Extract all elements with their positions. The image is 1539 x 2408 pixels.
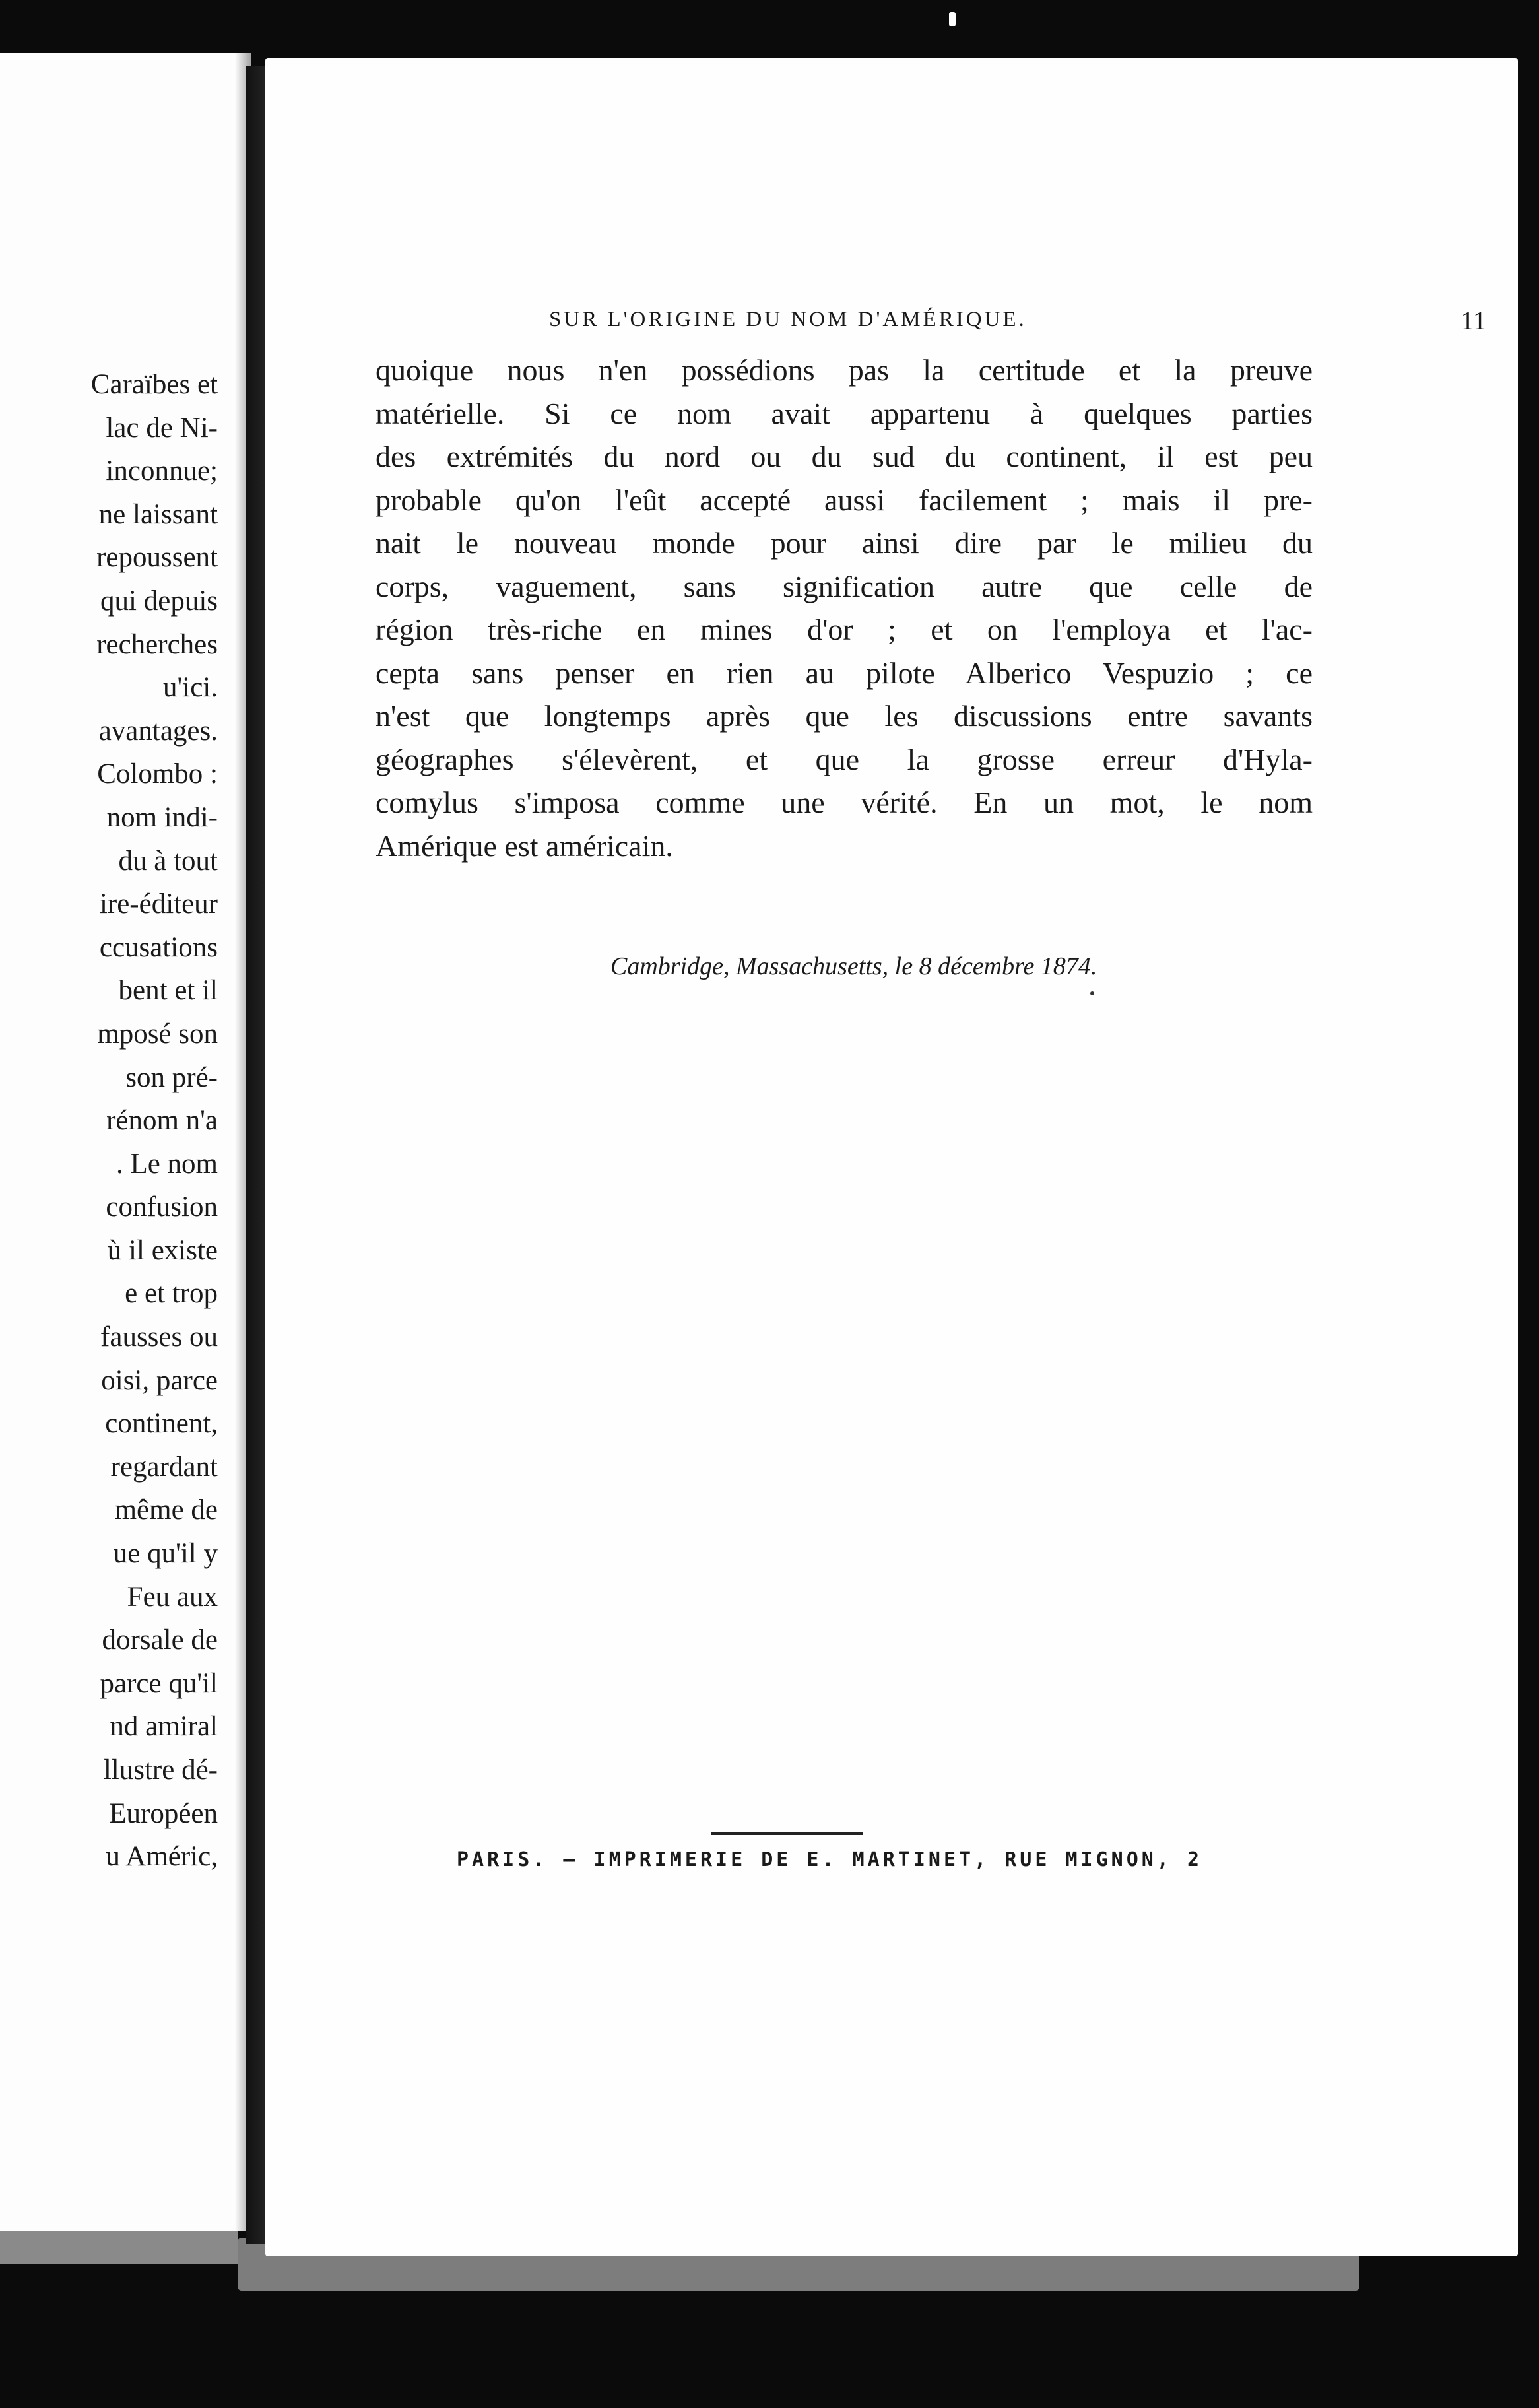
text-line: mposé son <box>97 1018 218 1050</box>
text-line: Caraïbes et <box>90 369 218 400</box>
text-line: corps, vaguement, sans signification autre que celle de <box>376 569 1313 603</box>
running-head <box>549 308 1486 347</box>
running-title: SUR L'ORIGINE DU NOM D'AMÉRIQUE. <box>549 308 1027 331</box>
text-line: région très-riche en mines d'or ; et on l'employa et l'ac- <box>376 613 1313 646</box>
printer-imprint: PARIS. — IMPRIMERIE DE E. MARTINET, RUE MIGNON, 2 <box>457 1848 1203 1871</box>
text-line: ire-éditeur <box>99 888 218 920</box>
main-page <box>265 58 1518 2256</box>
text-line: comylus s'imposa comme une vérité. En un mot, le nom <box>376 786 1313 819</box>
facing-page-text <box>91 363 218 1879</box>
text-line: u Améric, <box>106 1841 218 1873</box>
text-line: quoique nous n'en possédions pas la certitude et la preuve <box>376 353 1313 387</box>
text-line: matérielle. Si ce nom avait appartenu à quelques parties <box>376 396 1313 430</box>
facing-page <box>0 53 251 2231</box>
text-line: llustre dé- <box>103 1755 218 1786</box>
signature-line: Cambridge, Massachusetts, le 8 décembre 1874. <box>610 953 1097 980</box>
text-line: regardant <box>110 1451 218 1483</box>
text-line: lac de Ni- <box>106 412 218 444</box>
text-line: géographes s'élevèrent, et que la grosse erreur d'Hyla- <box>376 742 1313 776</box>
text-line: du à tout <box>118 845 218 877</box>
text-line: ccusations <box>99 931 218 963</box>
text-line: probable qu'on l'eût accepté aussi facilement ; mais il pre- <box>376 483 1313 517</box>
text-line: bent et il <box>118 975 218 1007</box>
text-line: cepta sans penser en rien au pilote Alberico Vespuzio ; ce <box>376 655 1313 690</box>
text-line: oisi, parce <box>101 1364 218 1396</box>
text-line: son pré- <box>125 1061 218 1093</box>
text-line: continent, <box>105 1408 218 1440</box>
text-line: nom indi- <box>106 801 218 833</box>
text-line: repoussent <box>96 542 218 574</box>
text-line: e et trop <box>125 1278 218 1310</box>
text-line: ne laissant <box>98 498 218 530</box>
scan-speck <box>949 12 956 26</box>
body-text <box>376 349 1313 867</box>
text-line: fausses ou <box>100 1321 218 1353</box>
ink-speck <box>1090 991 1094 995</box>
text-line: des extrémités du nord ou du sud du continent, il est peu <box>376 440 1313 473</box>
text-line: rénom n'a <box>106 1105 218 1137</box>
text-line: parce qu'il <box>100 1667 218 1699</box>
text-line: avantages. <box>98 715 218 747</box>
text-line: u'ici. <box>163 672 218 704</box>
text-line: même de <box>114 1494 218 1526</box>
horizontal-rule <box>711 1832 863 1835</box>
text-line: ù il existe <box>107 1234 218 1266</box>
text-line: Européen <box>109 1797 218 1829</box>
text-line: dorsale de <box>102 1624 218 1656</box>
text-line: Colombo : <box>97 758 218 790</box>
text-line: . Le nom <box>115 1148 218 1180</box>
text-line: confusion <box>106 1191 218 1223</box>
text-line: Feu aux <box>127 1581 218 1613</box>
text-line: n'est que longtemps après que les discussions entre savants <box>376 699 1313 733</box>
text-line: Amérique est américain. <box>376 828 673 863</box>
text-line: nd amiral <box>110 1711 218 1743</box>
text-line: ue qu'il y <box>113 1538 218 1570</box>
text-line: inconnue; <box>106 455 218 487</box>
text-line: qui depuis <box>100 585 218 617</box>
page-number: 11 <box>1460 306 1486 335</box>
text-line: recherches <box>96 628 218 660</box>
text-line: nait le nouveau monde pour ainsi dire par le milieu du <box>376 526 1313 560</box>
